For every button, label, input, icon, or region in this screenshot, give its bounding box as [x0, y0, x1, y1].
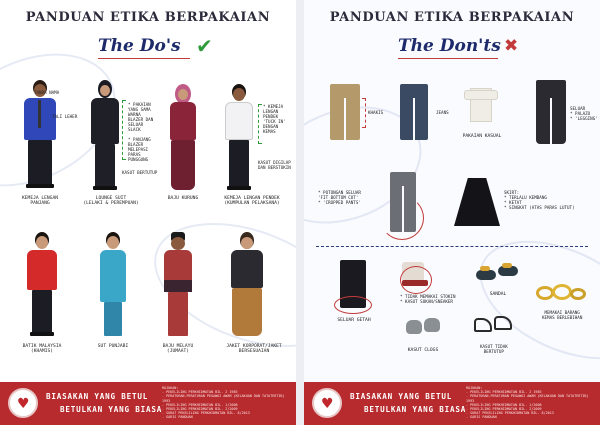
figure-baju-melayu: [162, 232, 194, 338]
highlight-circle: [380, 196, 424, 240]
cross-icon: ✖: [504, 36, 519, 56]
skirt-image: [454, 178, 500, 228]
footer-banner: [0, 382, 296, 425]
page-title: PANDUAN ETIKA BERPAKAIAN: [25, 10, 271, 25]
label-jaket: JAKET KORPORAT/JAKET BERSESUAIAN: [226, 344, 282, 355]
dos-subtitle: The Do's: [98, 36, 181, 56]
heart-icon: ♥: [17, 396, 30, 412]
label-baju-kurung: BAJU KURUNG: [167, 196, 199, 201]
figure-jaket: [228, 232, 266, 338]
open-heels-image: [474, 314, 514, 336]
label-tanda-nama: TANDA NAMA: [34, 90, 60, 95]
label-seluar-getah: SELUAR GETAH: [337, 318, 371, 323]
sandal-image: [476, 262, 520, 284]
label-kasut-bertutup: KASUT BERTUTUP: [122, 170, 158, 175]
label-lounge-suit: LOUNGE SUIT (LELAKI & PEREMPUAN): [83, 196, 139, 207]
label-suit-punjabi: SUT PUNJABI: [97, 344, 129, 349]
label-tali-leher: TALI LEHER: [52, 114, 78, 119]
page-title: PANDUAN ETIKA BERPAKAIAN: [329, 10, 575, 25]
dos-page: [0, 0, 296, 425]
highlight-circle: [334, 296, 372, 314]
label-kasut-clogs: KASUT CLOGS: [407, 348, 439, 353]
footer-references: RUJUKAN: - PEKELILING PERKHIDMATAN BIL. 2 1985 - PERATURAN-PERATURAN PEGAWAI AWAM (KELAKUAN DAN TATATERTIB) 1993 - PEKELILING PERKHIDMATAN BIL. 1/2008 - PEKELILING PERKHIDMATAN BIL. 2/2009 - SURAT PEKELILING PERKHIDMATAN BIL. 8/2013 - GARIS PANDUAN: [162, 386, 285, 420]
label-pakaian-note: * PAKAIAN YANG SAMA WARNA BLAZER DAN SELUAR SLACK * PANJANG BLAZER MELEPASI PARAS PUNGGUNG: [128, 102, 154, 162]
label-kemeja-lengan-panjang: KEMEJA LENGAN PANJANG: [22, 196, 58, 207]
khakis-image: [330, 84, 360, 142]
highlight-circle: [400, 266, 432, 294]
donts-page: [304, 0, 600, 425]
bracket: [362, 98, 366, 128]
footer-slogan-2: BETULKAN YANG BIASA: [60, 405, 163, 414]
label-tidak-berstokin: * TIDAK MEMAKAI STOKIN * KASUT SUKAN/SNEAKER: [400, 294, 456, 304]
figure-lounge-suit: [88, 80, 122, 192]
footer-slogan-2: BETULKAN YANG BIASA: [364, 405, 467, 414]
clogs-image: [406, 318, 442, 336]
figure-kemeja-lengan-pendek: [222, 84, 256, 192]
section-divider: [316, 246, 588, 247]
label-potongan-seluar: * POTONGAN SELUAR 'FIT BOTTOM CUT' * 'CROPPED PANTS': [318, 190, 361, 205]
label-baju-melayu: BAJU MELAYU (JUMAAT): [162, 344, 194, 355]
label-pakaian-kasual: PAKAIAN KASUAL: [462, 134, 502, 139]
label-kemeja-note: * KEMEJA LENGAN PENDEK 'TUCK IN' DENGAN KEMAS: [263, 104, 286, 134]
figure-baju-kurung: [168, 84, 198, 192]
label-jeans: JEANS: [436, 110, 449, 115]
label-khakis: KHAKIS: [368, 110, 384, 115]
label-skirt: SKIRT: * TERLALU KEMBANG * KETAT * SINGKAT (ATAS PARAS LUTUT): [504, 190, 575, 210]
label-batik: BATIK MALAYSIA (KHAMIS): [22, 344, 62, 355]
subtitle-underline: [398, 58, 498, 59]
footer-references: RUJUKAN: - PEKELILING PERKHIDMATAN BIL. 2 1985 - PERATURAN-PERATURAN PEGAWAI AWAM (KELAKUAN DAN TATATERTIB) 1993 - PEKELILING PERKHIDMATAN BIL. 1/2008 - PEKELILING PERKHIDMATAN BIL. 2/2009 - SURAT PEKELILING PERKHIDMATAN BIL. 8/2013 - GARIS PANDUAN: [466, 386, 589, 420]
figure-batik: [24, 232, 60, 338]
label-sandal: SANDAL: [489, 292, 507, 297]
label-seluar-palazo: SELUAR * PALAZO * 'LEGGING': [570, 106, 598, 121]
heart-icon: ♥: [321, 396, 334, 412]
subtitle-underline: [98, 58, 190, 59]
check-icon: ✔: [196, 34, 213, 58]
palazo-image: [536, 80, 566, 144]
agency-logo: [8, 388, 38, 418]
figure-kemeja-lengan-panjang: [20, 80, 60, 190]
agency-logo: [312, 388, 342, 418]
tshirt-image: [464, 88, 498, 122]
bracket: [258, 104, 262, 144]
jewelry-image: [536, 282, 588, 304]
label-kasut-digilap: KASUT DIGILAP DAN BERSTOKIN: [258, 160, 291, 170]
footer-slogan-1: BIASAKAN YANG BETUL: [46, 392, 149, 401]
footer-slogan-1: BIASAKAN YANG BETUL: [350, 392, 453, 401]
footer-banner: [304, 382, 600, 425]
figure-suit-punjabi: [98, 232, 128, 338]
bracket: [122, 100, 126, 160]
label-barang-kemas: MEMAKAI BARANG KEMAS BERLEBIHAN: [542, 310, 583, 320]
label-kemeja-lengan-pendek: KEMEJA LENGAN PENDEK (KUMPULAN PELAKSANA): [224, 196, 280, 207]
jeans-image: [400, 84, 428, 142]
label-kasut-tidak-bertutup: KASUT TIDAK BERTUTUP: [480, 344, 508, 354]
donts-subtitle: The Don'ts: [398, 36, 501, 56]
page-gap: [296, 0, 304, 425]
